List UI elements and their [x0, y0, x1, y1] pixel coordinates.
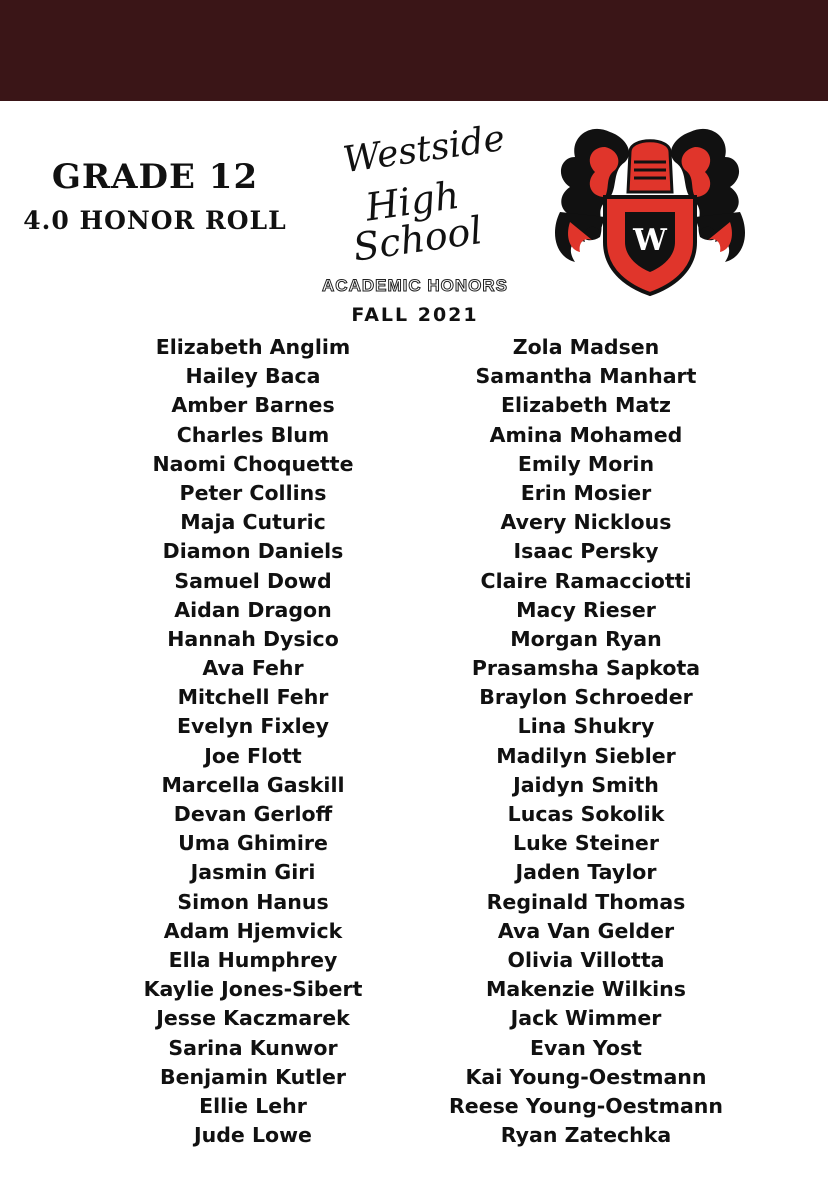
- student-name: Joe Flott: [204, 743, 302, 768]
- student-name: Diamon Daniels: [162, 539, 344, 564]
- student-name: Lina Shukry: [517, 714, 655, 739]
- student-name: Charles Blum: [176, 422, 330, 447]
- student-name: Lucas Sokolik: [507, 802, 665, 826]
- term-label: FALL 2021: [351, 304, 479, 326]
- student-name: Jaden Taylor: [515, 860, 657, 885]
- student-name: Luke Steiner: [513, 831, 659, 856]
- student-name: Hailey Baca: [185, 364, 321, 389]
- student-name: Ava Fehr: [202, 656, 304, 681]
- student-name: Peter Collins: [179, 480, 327, 505]
- student-name: Ella Humphrey: [168, 947, 338, 972]
- crest-letter: W: [633, 223, 667, 258]
- student-name: Isaac Persky: [513, 539, 659, 564]
- student-name: Amina Mohamed: [489, 422, 683, 447]
- student-name: Evelyn Fixley: [177, 714, 329, 739]
- student-name: Reese Young-Oestmann: [449, 1093, 723, 1118]
- student-name: Jasmin Giri: [190, 860, 316, 885]
- student-name: Uma Ghimire: [178, 831, 328, 856]
- student-name: Ryan Zatechka: [500, 1123, 672, 1148]
- student-name: Jude Lowe: [194, 1123, 312, 1148]
- student-name: Avery Nicklous: [500, 510, 672, 535]
- student-name: Claire Ramacciotti: [480, 568, 692, 593]
- student-name: Marcella Gaskill: [161, 772, 345, 797]
- student-name: Maja Cuturic: [180, 510, 326, 535]
- student-name: Madilyn Siebler: [496, 743, 676, 768]
- names-column-right: [421, 333, 751, 1150]
- student-name: Makenzie Wilkins: [486, 977, 686, 1002]
- student-name: Reginald Thomas: [486, 889, 686, 914]
- student-name: Erin Mosier: [520, 480, 652, 505]
- student-name: Simon Hanus: [177, 889, 329, 914]
- honor-roll-subtitle: 4.0 HONOR ROLL: [23, 206, 287, 235]
- student-name: Ellie Lehr: [199, 1093, 307, 1118]
- student-name: Sarina Kunwor: [168, 1035, 338, 1060]
- student-name: Braylon Schroeder: [479, 685, 693, 710]
- student-name: Zola Madsen: [512, 335, 660, 359]
- grade-title: GRADE 12: [51, 157, 259, 197]
- student-name: Samantha Manhart: [475, 364, 697, 389]
- student-name: Samuel Dowd: [174, 568, 332, 593]
- school-name-line2: High School: [350, 172, 485, 270]
- student-name: Ava Van Gelder: [497, 918, 675, 943]
- academic-honors-label: ACADEMIC HONORS: [322, 276, 508, 295]
- student-name: Jaidyn Smith: [513, 772, 659, 797]
- student-name: Kai Young-Oestmann: [465, 1064, 707, 1089]
- student-name: Emily Morin: [517, 451, 655, 476]
- student-name: Kaylie Jones-Sibert: [143, 977, 363, 1002]
- student-name: Olivia Villotta: [507, 947, 665, 972]
- student-name: Elizabeth Matz: [501, 393, 671, 418]
- student-name: Hannah Dysico: [167, 626, 339, 651]
- knight-crest-logo: [550, 122, 750, 297]
- grade-heading: [0, 157, 310, 235]
- student-name: Prasamsha Sapkota: [471, 656, 701, 681]
- student-name: Morgan Ryan: [510, 626, 662, 651]
- student-name: Mitchell Fehr: [177, 685, 329, 710]
- student-name: Benjamin Kutler: [159, 1064, 347, 1089]
- student-name: Adam Hjemvick: [163, 918, 343, 943]
- student-name: Aidan Dragon: [174, 597, 332, 622]
- student-name: Devan Gerloff: [173, 802, 333, 826]
- school-title-block: [300, 117, 530, 326]
- school-name-line1: Westside: [340, 117, 508, 182]
- student-name: Elizabeth Anglim: [155, 335, 351, 359]
- top-color-band: [0, 0, 828, 101]
- student-name: Jack Wimmer: [510, 1006, 662, 1031]
- names-column-left: [88, 333, 418, 1150]
- student-name: Macy Rieser: [516, 597, 656, 622]
- student-name: Jesse Kaczmarek: [156, 1006, 350, 1031]
- student-name: Evan Yost: [530, 1035, 642, 1060]
- student-name: Naomi Choquette: [152, 451, 354, 476]
- student-name: Amber Barnes: [171, 393, 335, 418]
